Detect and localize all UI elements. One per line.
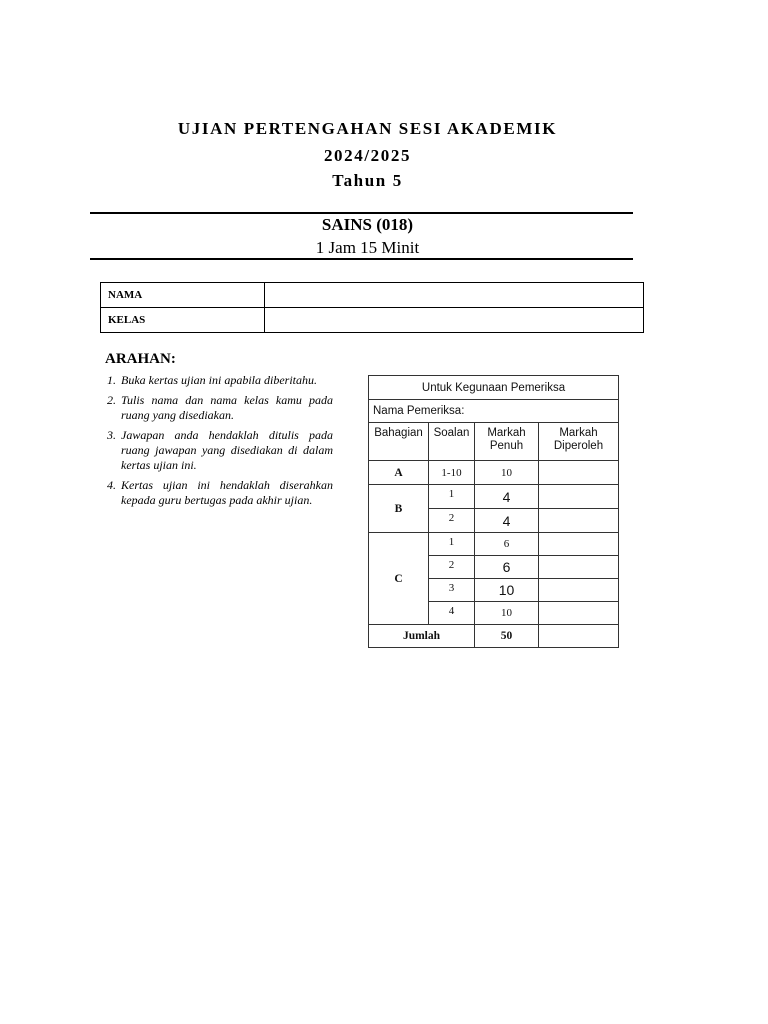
instruction-text: Kertas ujian ini hendaklah diserahkan kepada guru bertugas pada akhir ujian. [121, 478, 333, 507]
instruction-item [107, 393, 333, 423]
obtained-mark-cell[interactable] [539, 533, 619, 556]
exam-duration: 1 Jam 15 Minit [315, 238, 420, 257]
examiner-name-label: Nama Pemeriksa: [369, 400, 619, 423]
top-divider [90, 212, 633, 214]
obtained-mark-cell[interactable] [539, 485, 619, 509]
soalan-cell: 2 [429, 509, 475, 533]
section-label: A [369, 461, 429, 485]
instruction-text: Jawapan anda hendaklah ditulis pada ruang jawapan yang disediakan di dalam kertas ujian ini. [121, 428, 333, 472]
name-row [101, 283, 644, 308]
subject-name: SAINS (018) [321, 215, 414, 234]
section-label: B [369, 485, 429, 533]
instruction-text: Tulis nama dan nama kelas kamu pada ruang yang disediakan. [121, 393, 333, 422]
student-info-table [100, 282, 644, 333]
total-full-mark: 50 [475, 625, 539, 648]
obtained-mark-cell[interactable] [539, 461, 619, 485]
exam-session-year: 2024/2025 [323, 146, 412, 165]
full-mark-cell: 10 [475, 461, 539, 485]
bottom-divider [90, 258, 633, 260]
class-field[interactable] [265, 308, 644, 333]
full-mark-cell: 10 [475, 602, 539, 625]
instruction-item [107, 478, 333, 508]
instruction-item [107, 373, 333, 388]
name-label: NAMA [101, 283, 265, 308]
soalan-cell: 1-10 [429, 461, 475, 485]
full-mark-cell: 4 [475, 509, 539, 533]
obtained-mark-cell[interactable] [539, 579, 619, 602]
marks-table-caption: Untuk Kegunaan Pemeriksa [369, 376, 619, 400]
instruction-number: 3. [107, 428, 116, 442]
header-markah-diperoleh: Markah Diperoleh [539, 423, 619, 461]
instruction-item [107, 428, 333, 473]
total-label: Jumlah [369, 625, 475, 648]
exam-grade: Tahun 5 [332, 171, 403, 190]
instruction-number: 4. [107, 478, 116, 492]
obtained-mark-cell[interactable] [539, 602, 619, 625]
name-field[interactable] [265, 283, 644, 308]
instructions-list [107, 373, 333, 513]
soalan-cell: 1 [429, 533, 475, 556]
instruction-text: Buka kertas ujian ini apabila diberitahu. [121, 373, 317, 387]
obtained-mark-cell[interactable] [539, 556, 619, 579]
instruction-number: 1. [107, 373, 116, 387]
total-obtained-mark[interactable] [539, 625, 619, 648]
examiner-marks-table [368, 375, 619, 648]
obtained-mark-cell[interactable] [539, 509, 619, 533]
header-markah-penuh: Markah Penuh [475, 423, 539, 461]
exam-title: UJIAN PERTENGAHAN SESI AKADEMIK [177, 119, 558, 138]
header-soalan: Soalan [429, 423, 475, 461]
soalan-cell: 2 [429, 556, 475, 579]
full-mark-cell: 4 [475, 485, 539, 509]
header-bahagian: Bahagian [369, 423, 429, 461]
soalan-cell: 4 [429, 602, 475, 625]
soalan-cell: 1 [429, 485, 475, 509]
full-mark-cell: 6 [475, 556, 539, 579]
soalan-cell: 3 [429, 579, 475, 602]
section-label: C [369, 533, 429, 625]
class-row [101, 308, 644, 333]
instructions-title: ARAHAN: [105, 351, 176, 367]
full-mark-cell: 6 [475, 533, 539, 556]
class-label: KELAS [101, 308, 265, 333]
instruction-number: 2. [107, 393, 116, 407]
full-mark-cell: 10 [475, 579, 539, 602]
